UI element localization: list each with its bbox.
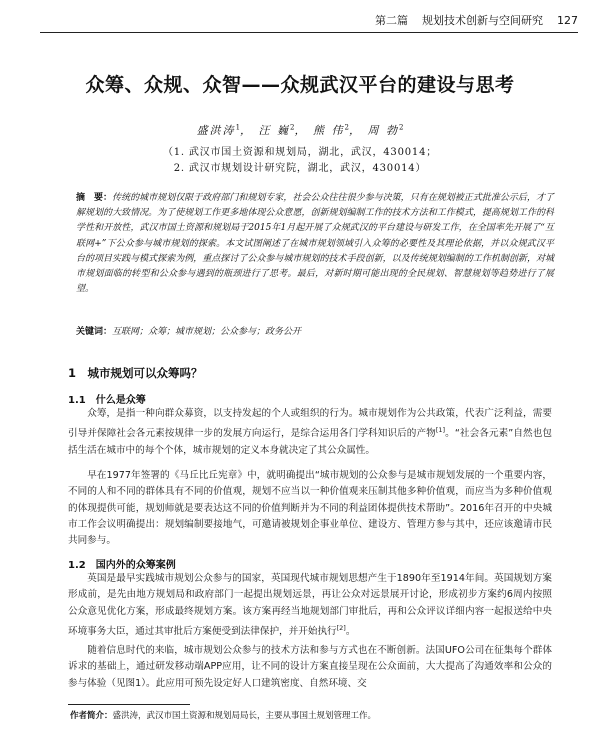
keywords-label: 关键词： — [76, 327, 113, 337]
author-sup: 1 — [235, 123, 241, 132]
author-name: 熊 伟 — [313, 124, 345, 137]
author-name: 汪 巍 — [258, 124, 291, 137]
section-heading: 1 城市规划可以众筹吗？ — [68, 366, 203, 380]
subsection-heading: 1.2 国内外的众筹案例 — [68, 560, 176, 571]
paper-title: 众筹、众规、众智——众规武汉平台的建设与思考 — [85, 74, 515, 96]
affiliation-line: （1. 武汉市国土资源和规划局，湖北，武汉，430014； — [162, 147, 438, 158]
body-paragraph — [68, 571, 552, 640]
footnote-rule — [68, 704, 190, 705]
paragraph-text: 。“社会各元素”自然也包括生活在城市中的每个个体，城市规划的定义本身就决定了其公众属性。 — [68, 428, 552, 456]
author-list: 盛洪涛$^1$， 汪 巍$^2$， 熊 伟$^2$， 周 勃$^2$ — [196, 123, 404, 137]
running-header — [40, 8, 578, 33]
body-paragraph — [68, 406, 552, 459]
abstract — [76, 191, 554, 297]
keywords-text: 互联网；众筹；城市规划；公众参与；政务公开 — [112, 327, 302, 337]
author-sup: 2 — [290, 123, 295, 132]
header-section-title: 规划技术创新与空间研究 — [422, 14, 543, 27]
body-paragraph: 早在1977年签署的《马丘比丘宪章》中，就明确提出“城市规划的公众参与是城市规划发展的一个重要内容，不同的人和不同的群体具有不同的价值观，规划不应当以一种价值观来压制其他多种价值观，而应当为多种价值观的体现提供可能，规划师就是要表达这不同的价值判断并为不同的利益团体提供技术帮助”。2016年召开的中央城市工作会议明确提出：规划编制要接地气，可邀请被规划企事业单位、建设方、管理方参与其中，还应该邀请市民共同参与。 — [68, 470, 552, 547]
subsection-heading: 1.1 什么是众筹 — [68, 395, 146, 406]
footnote-text: 盛洪涛，武汉市国土资源和规划局局长，主要从事国土规划管理工作。 — [112, 711, 377, 721]
footnote — [70, 709, 376, 721]
body-paragraph: 随着信息时代的来临，城市规划公众参与的技术方法和参与方式也在不断创新。法国UFO公司在征集每个群体诉求的基础上，通过研发移动端APP应用，让不同的设计方案直接呈现在公众面前，大大提高了沟通效率和公众的参与体验（见图1）。此应用可预先设定好人口建筑密度、自然环境、交 — [68, 645, 552, 689]
header-section: 第二篇 — [375, 14, 408, 27]
abstract-label: 摘 要： — [76, 193, 113, 203]
paragraph-text: 众筹，是指一种向群众募资，以支持发起的个人或组织的行为。城市规划作为公共政策，代表广泛利益，需要引导并保障社会各元素按规律一步的发展方向运行，是综合运用各门学科知识后的产物 — [68, 408, 552, 440]
footnote-label: 作者简介： — [70, 711, 113, 721]
abstract-text: 传统的城市规划仅限于政府部门和规划专家，社会公众往往很少参与决策，只有在规划被正式批准公示后，才了解规划的大致情况。为了使规划工作更多地体现公众意愿，创新规划编制工作的技术方法和工作模式，提高规划工作的科学性和开放性，武汉市国土资源和规划局于2015年1月起开展了众规武汉的平台建设与研发工作，在全国率先开展了“互联网+”下公众参与城市规划的探索。本文试图阐述了在城市规划领域引入众筹的必要性及其理论依据，并以众规武汉平台的项目实践与模式探索为例，重点探讨了公众参与城市规划的技术手段创新，以及传统规划编制的工作机制创新，对城市规划面临的转型和公众参与遇到的瓶颈进行了思考。最后，对新时期可能出现的全民规划、智慧规划等趋势进行了展望。 — [76, 193, 554, 295]
affiliations — [0, 145, 600, 177]
page-number: 127 — [557, 13, 578, 27]
affiliation-line: 2. 武汉市规划设计研究院，湖北，武汉，430014） — [173, 163, 427, 174]
author-sup: 2 — [344, 123, 349, 132]
author-sup: 2 — [398, 123, 404, 132]
citation: [2] — [336, 623, 346, 632]
citation: [1] — [435, 426, 446, 435]
paragraph-text: 英国是最早实践城市规划公众参与的国家，英国现代城市规划思想产生于1890年至1914年间。英国规划方案形成前，是先由地方规划局和政府部门一起提出规划远景，再让公众对远景展开讨论，形成初步方案约6周内按照公众意见优化方案，形成最终规划方案。该方案再经当地规划部门审批后，再和公众评议详细内容一起报送给中央环境事务大臣，通过其审批后方案便受到法律保护，并开始执行 — [68, 573, 552, 638]
author-name: 盛洪涛 — [196, 124, 236, 137]
author-name: 周 勃 — [367, 124, 399, 137]
paragraph-text: 。 — [345, 626, 356, 638]
keywords — [76, 324, 554, 337]
